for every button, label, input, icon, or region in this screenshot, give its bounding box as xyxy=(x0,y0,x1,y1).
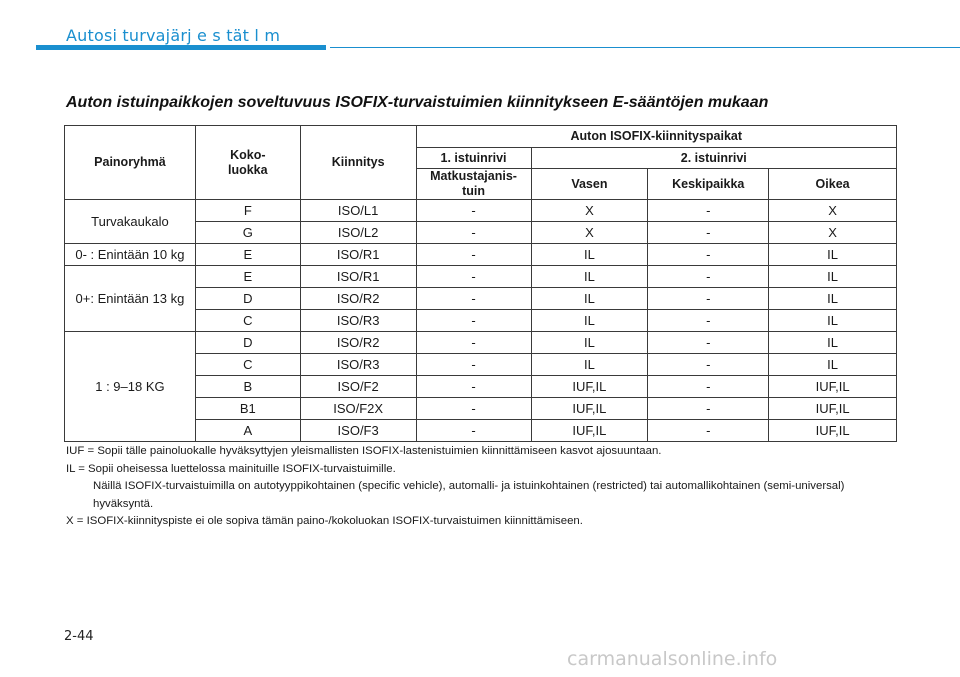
header-fixture: Kiinnitys xyxy=(300,126,416,200)
header-seat-row-2: 2. istuinrivi xyxy=(531,148,897,169)
cell-fixture: ISO/R3 xyxy=(300,354,416,376)
cell-right: IL xyxy=(769,310,897,332)
section-header: Autosi turvajärj e s ‌tät l m xyxy=(66,26,281,45)
cell-right: X xyxy=(769,200,897,222)
cell-size: F xyxy=(195,200,300,222)
table-row xyxy=(65,332,897,354)
cell-center: - xyxy=(648,332,769,354)
cell-left: X xyxy=(531,222,648,244)
cell-left: IL xyxy=(531,244,648,266)
cell-right: IUF,IL xyxy=(769,420,897,442)
cell-passenger: - xyxy=(416,266,531,288)
cell-passenger: - xyxy=(416,200,531,222)
cell-right: IL xyxy=(769,266,897,288)
cell-size: C xyxy=(195,354,300,376)
cell-fixture: ISO/L1 xyxy=(300,200,416,222)
cell-weight-group: Turvakaukalo xyxy=(65,200,196,244)
cell-left: IL xyxy=(531,354,648,376)
table-row xyxy=(65,200,897,222)
cell-left: IL xyxy=(531,310,648,332)
header-size-class: Koko- luokka xyxy=(195,126,300,200)
cell-size: C xyxy=(195,310,300,332)
cell-fixture: ISO/L2 xyxy=(300,222,416,244)
cell-center: - xyxy=(648,244,769,266)
cell-right: IL xyxy=(769,288,897,310)
cell-left: IL xyxy=(531,288,648,310)
cell-weight-group: 0- : Enintään 10 kg xyxy=(65,244,196,266)
table-row xyxy=(65,266,897,288)
header-rule-thin xyxy=(330,47,960,48)
note-il: IL = Sopii oheisessa luettelossa mainituille ISOFIX-turvaistuimille. xyxy=(66,462,396,475)
cell-center: - xyxy=(648,398,769,420)
cell-left: IUF,IL xyxy=(531,420,648,442)
cell-left: IL xyxy=(531,266,648,288)
cell-size: B xyxy=(195,376,300,398)
note-iuf: IUF = Sopii tälle painoluokalle hyväksyttyjen yleismallisten ISOFIX-lastenistuimien kiinnittämiseen kasvot ajosuuntaan. xyxy=(66,445,662,457)
cell-weight-group: 1 : 9–18 KG xyxy=(65,332,196,442)
note-x: X = ISOFIX-kiinnityspiste ei ole sopiva tämän paino-/kokoluokan ISOFIX-turvaistuimen kiinnittämiseen. xyxy=(66,515,583,528)
cell-right: X xyxy=(769,222,897,244)
cell-fixture: ISO/F2X xyxy=(300,398,416,420)
cell-passenger: - xyxy=(416,310,531,332)
cell-center: - xyxy=(648,376,769,398)
cell-left: IUF,IL xyxy=(531,376,648,398)
document-title: Auton istuinpaikkojen soveltuvuus ISOFIX-turvaistuimien kiinnitykseen E-sääntöjen mukaan xyxy=(66,94,769,111)
cell-size: E xyxy=(195,244,300,266)
cell-right: IL xyxy=(769,332,897,354)
cell-left: X xyxy=(531,200,648,222)
header-center: Keskipaikka xyxy=(648,169,769,200)
cell-fixture: ISO/R1 xyxy=(300,244,416,266)
header-seat-row-1: 1. istuinrivi xyxy=(416,148,531,169)
cell-passenger: - xyxy=(416,420,531,442)
cell-fixture: ISO/F2 xyxy=(300,376,416,398)
cell-passenger: - xyxy=(416,288,531,310)
note-il-detail: Näillä ISOFIX-turvaistuimilla on autotyyppikohtainen (specific vehicle), automalli- ja istuinkohtainen (restricted) tai automallikohtainen (semi-universal) hyväksyntä. xyxy=(93,480,845,510)
cell-left: IUF,IL xyxy=(531,398,648,420)
cell-size: D xyxy=(195,332,300,354)
cell-center: - xyxy=(648,310,769,332)
isofix-compatibility-table xyxy=(64,125,897,442)
cell-center: - xyxy=(648,354,769,376)
cell-right: IUF,IL xyxy=(769,398,897,420)
cell-center: - xyxy=(648,266,769,288)
cell-size: A xyxy=(195,420,300,442)
cell-passenger: - xyxy=(416,398,531,420)
cell-right: IL xyxy=(769,354,897,376)
cell-center: - xyxy=(648,222,769,244)
cell-size: E xyxy=(195,266,300,288)
cell-fixture: ISO/R1 xyxy=(300,266,416,288)
cell-center: - xyxy=(648,420,769,442)
header-rule-thick xyxy=(36,45,326,50)
cell-size: G xyxy=(195,222,300,244)
cell-passenger: - xyxy=(416,354,531,376)
header-right: Oikea xyxy=(769,169,897,200)
cell-size: D xyxy=(195,288,300,310)
cell-weight-group: 0+: Enintään 13 kg xyxy=(65,266,196,332)
header-passenger-seat: Matkustajanis- tuin xyxy=(416,169,531,200)
cell-left: IL xyxy=(531,332,648,354)
header-isofix-positions: Auton ISOFIX-kiinnityspaikat xyxy=(416,126,896,148)
cell-passenger: - xyxy=(416,376,531,398)
page-number: 2-44 xyxy=(64,629,94,644)
cell-passenger: - xyxy=(416,244,531,266)
cell-center: - xyxy=(648,288,769,310)
cell-fixture: ISO/R2 xyxy=(300,332,416,354)
cell-center: - xyxy=(648,200,769,222)
watermark: carmanualsonline.info xyxy=(567,648,778,670)
table-row xyxy=(65,244,897,266)
cell-passenger: - xyxy=(416,332,531,354)
cell-fixture: ISO/R2 xyxy=(300,288,416,310)
cell-fixture: ISO/R3 xyxy=(300,310,416,332)
cell-passenger: - xyxy=(416,222,531,244)
legend-notes xyxy=(66,443,896,531)
header-left: Vasen xyxy=(531,169,648,200)
cell-fixture: ISO/F3 xyxy=(300,420,416,442)
header-weight-group: Painoryhmä xyxy=(65,126,196,200)
cell-size: B1 xyxy=(195,398,300,420)
cell-right: IL xyxy=(769,244,897,266)
cell-right: IUF,IL xyxy=(769,376,897,398)
